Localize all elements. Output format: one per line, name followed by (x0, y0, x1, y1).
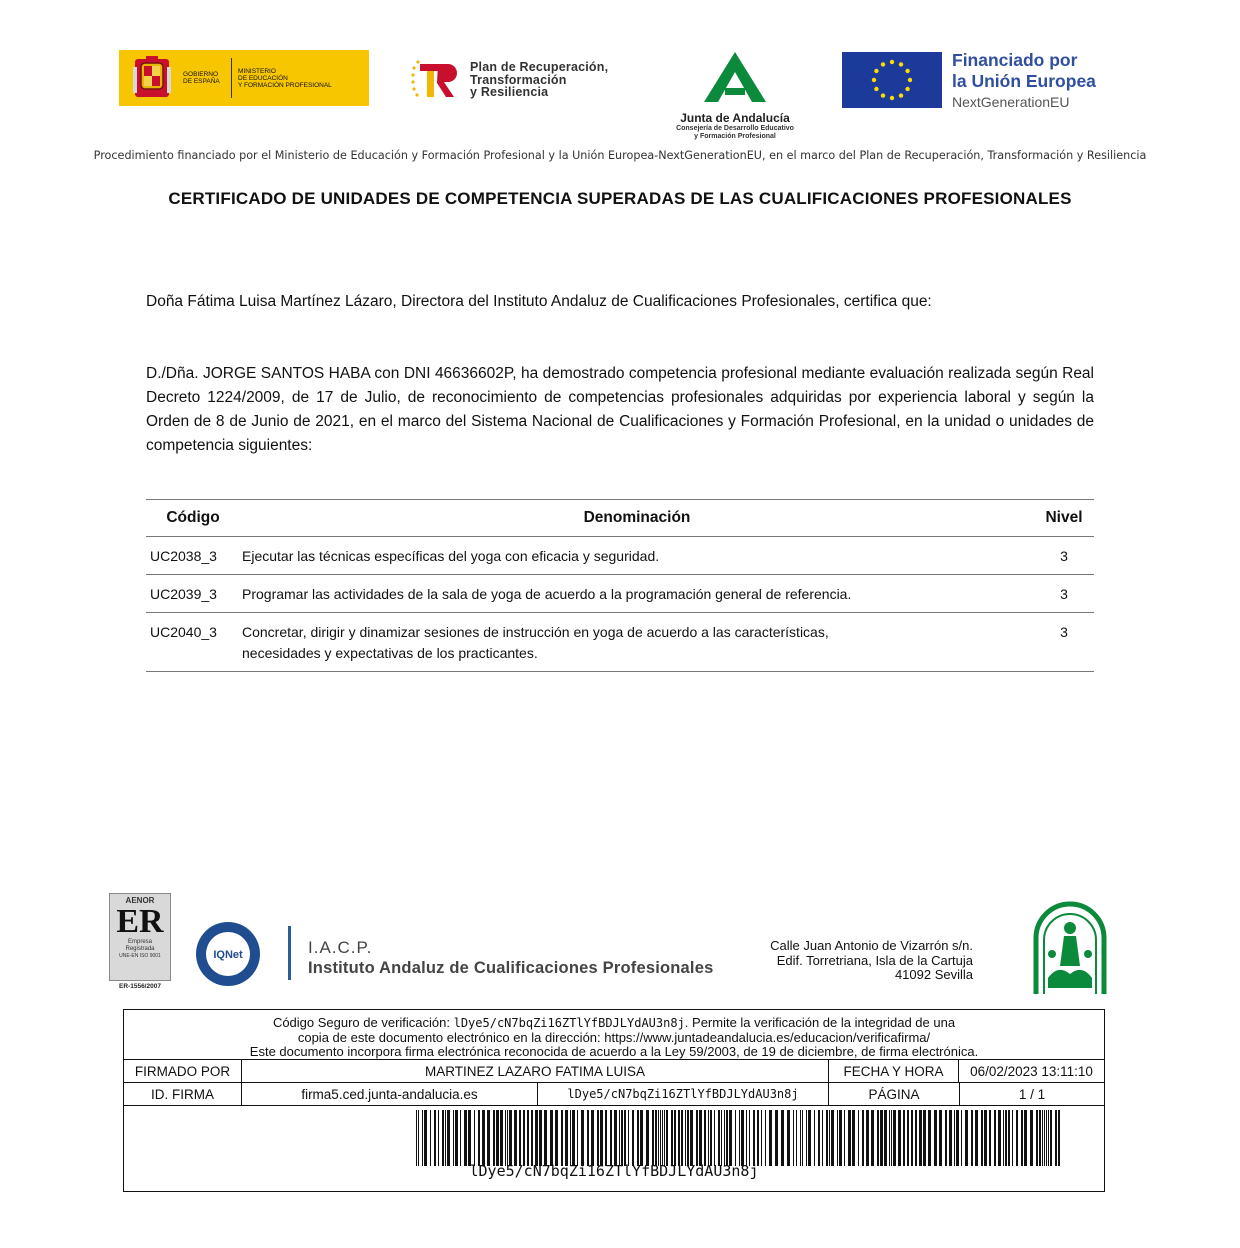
barcode-bar (422, 1110, 423, 1166)
header-level: Nivel (1034, 500, 1094, 537)
fecha-value: 06/02/2023 13:11:10 (970, 1063, 1093, 1079)
barcode-bar (704, 1110, 706, 1166)
junta-consejeria: Consejería de Desarrollo Educativo y Formación Profesional (676, 125, 794, 140)
header-code: Código (146, 500, 240, 537)
barcode-bar (460, 1110, 461, 1166)
barcode-bar (416, 1110, 417, 1166)
id-firma-code: lDye5/cN7bqZi16ZTlYfBDJLYdAU3n8j (538, 1083, 829, 1105)
barcode-bar (1003, 1110, 1004, 1166)
certification-paragraph: D./Dña. JORGE SANTOS HABA con DNI 46636602P, ha demostrado competencia profesional mediante evaluación realizada según Real Decreto 1224/2009, de 17 de Julio, de reconocimiento de competencias profesionales adquiridas por experiencia laboral y según la Orden de 8 de Junio de 2021, en el marco del Sistema Nacional de Cualificaciones y Formación Profesional, en la unidad o unidades de competencia siguientes: (146, 365, 1094, 454)
barcode-bar (1039, 1110, 1041, 1166)
barcode-bar (1046, 1110, 1047, 1166)
barcode-bar (674, 1110, 676, 1166)
barcode-bar (1008, 1110, 1010, 1166)
barcode-bar (1016, 1110, 1018, 1166)
barcode-bar (844, 1110, 845, 1166)
barcode-bar (507, 1110, 508, 1166)
header-denomination: Denominación (240, 500, 1034, 537)
unit-name: Programar las actividades de la sala de yoga de acuerdo a la programación general de referencia. (240, 575, 1034, 613)
aenor-code: ER-1556/2007 (119, 983, 161, 990)
unit-code: UC2040_3 (146, 613, 240, 672)
barcode-bar (998, 1110, 1001, 1166)
barcode-bar (739, 1110, 740, 1166)
barcode-bar (984, 1110, 987, 1166)
barcode-bar (628, 1110, 629, 1166)
eu-star (890, 96, 894, 100)
unit-level: 3 (1034, 575, 1094, 613)
barcode-bar (710, 1110, 712, 1166)
barcode-bar (880, 1110, 883, 1166)
plan-text: Plan de Recuperación, Transformación y Resiliencia (470, 60, 609, 100)
barcode-bar (1042, 1110, 1043, 1166)
barcode-bar (989, 1110, 991, 1166)
barcode-bar (1050, 1110, 1052, 1166)
barcode-bar (826, 1110, 828, 1166)
barcode-bar (802, 1110, 803, 1166)
barcode-bar (527, 1110, 529, 1166)
barcode-bar (954, 1110, 955, 1166)
barcode-bar (438, 1110, 439, 1166)
eu-star (872, 78, 876, 82)
barcode-bar (652, 1110, 654, 1166)
barcode-bar (587, 1110, 589, 1166)
unit-name: Concretar, dirigir y dinamizar sesiones de instrucción en yoga de acuerdo a las características, necesidades y expectativas de los practicantes. (240, 613, 1034, 672)
barcode-bar (971, 1110, 973, 1166)
barcode-bar (442, 1110, 444, 1166)
barcode-bar (775, 1110, 778, 1166)
verification-box (123, 1009, 1105, 1192)
intro-paragraph: Doña Fátima Luisa Martínez Lázaro, Directora del Instituto Andaluz de Cualificaciones Profesionales, certifica que: (146, 293, 932, 310)
barcode-bar (708, 1110, 709, 1166)
barcode-bar (555, 1110, 558, 1166)
barcode-bar (581, 1110, 584, 1166)
barcode-bar (493, 1110, 495, 1166)
unit-name: Ejecutar las técnicas específicas del yoga con eficacia y seguridad. (240, 537, 1034, 575)
barcode-bar (455, 1110, 458, 1166)
barcode-bar (975, 1110, 978, 1166)
barcode-bar (535, 1110, 538, 1166)
table-row (146, 537, 1094, 575)
barcode-bar (765, 1110, 766, 1166)
barcode-bar (724, 1110, 725, 1166)
table-row (146, 613, 1094, 672)
barcode-bar (509, 1110, 512, 1166)
eu-star (874, 87, 878, 91)
barcode-bar (1012, 1110, 1013, 1166)
barcode-bar (1044, 1110, 1045, 1166)
junta-a-icon (700, 50, 770, 104)
signature-id-row (124, 1083, 1104, 1106)
barcode-bar (496, 1110, 499, 1166)
unit-level: 3 (1034, 613, 1094, 672)
barcode-bar (911, 1110, 913, 1166)
barcode-bar (934, 1110, 937, 1166)
barcode-bar (597, 1110, 599, 1166)
barcode-bar (796, 1110, 797, 1166)
barcode-bar (561, 1110, 563, 1166)
barcode-bar (818, 1110, 820, 1166)
barcode-bar (806, 1110, 807, 1166)
barcode-bar (862, 1110, 864, 1166)
barcode-bar (690, 1110, 693, 1166)
unit-code: UC2039_3 (146, 575, 240, 613)
barcode-bar (687, 1110, 689, 1166)
barcode-bar (478, 1110, 480, 1166)
barcode-bar (632, 1110, 634, 1166)
barcode-bar (447, 1110, 450, 1166)
eu-star (905, 87, 909, 91)
barcode-bar (1005, 1110, 1007, 1166)
barcode-bar (619, 1110, 620, 1166)
signature-row (124, 1060, 1104, 1083)
barcode-bar (1055, 1110, 1057, 1166)
barcode-bar (907, 1110, 909, 1166)
eu-star (874, 69, 878, 73)
barcode-bar (781, 1110, 784, 1166)
junta-name: Junta de Andalucía (680, 111, 790, 125)
ministerio-text: MINISTERIO DE EDUCACIÓN Y FORMACIÓN PROFESIONAL (238, 67, 332, 89)
barcode-bar (550, 1110, 553, 1166)
barcode-bar (544, 1110, 547, 1166)
id-firma-value: firma5.ced.junta-andalucia.es (242, 1083, 538, 1105)
barcode-bar (837, 1110, 838, 1166)
barcode-bar (761, 1110, 762, 1166)
barcode-bar (681, 1110, 683, 1166)
barcode-bar (884, 1110, 887, 1166)
eu-star (881, 62, 885, 66)
barcode-bar (893, 1110, 896, 1166)
barcode-bar (889, 1110, 890, 1166)
firmado-label: FIRMADO POR (124, 1060, 242, 1082)
eu-star (890, 60, 894, 64)
iacp-logo (308, 938, 713, 978)
barcode-bar (961, 1110, 962, 1166)
barcode-bar (898, 1110, 901, 1166)
barcode-bar (505, 1110, 506, 1166)
document-title: CERTIFICADO DE UNIDADES DE COMPETENCIA SUPERADAS DE LAS CUALIFICACIONES PROFESIONALES (168, 189, 1072, 208)
barcode-bar (858, 1110, 859, 1166)
barcode-bar (848, 1110, 851, 1166)
barcode-bar (464, 1110, 467, 1166)
barcode-bar (523, 1110, 525, 1166)
barcode-bar (610, 1110, 612, 1166)
unit-code: UC2038_3 (146, 537, 240, 575)
pagina-value: 1 / 1 (1018, 1086, 1046, 1102)
barcode-bar (753, 1110, 755, 1166)
barcode-bar (678, 1110, 680, 1166)
barcode-bar (487, 1110, 490, 1166)
barcode-bar (514, 1110, 517, 1166)
barcode-bar (793, 1110, 794, 1166)
barcode-bar (981, 1110, 983, 1166)
barcode-bar (915, 1110, 917, 1166)
barcode-bar (871, 1110, 874, 1166)
barcode-bar (685, 1110, 686, 1166)
barcode-bar (570, 1110, 571, 1166)
barcode-bar (624, 1110, 626, 1166)
barcode-bar (852, 1110, 855, 1166)
csv-code: lDye5/cN7bqZi16ZTlYfBDJLYdAU3n8j (453, 1016, 685, 1030)
barcode-bar (671, 1110, 673, 1166)
barcode-bar (605, 1110, 607, 1166)
barcode-bar (640, 1110, 643, 1166)
barcode-bar (903, 1110, 905, 1166)
barcode-icon (416, 1110, 1062, 1166)
barcode-bar (696, 1110, 698, 1166)
barcode-bar (829, 1110, 830, 1166)
barcode-bar (919, 1110, 922, 1166)
spain-coat-of-arms-icon (131, 55, 173, 101)
barcode-bar (822, 1110, 823, 1166)
firmado-value: MARTINEZ LAZARO FATIMA LUISA (242, 1060, 829, 1082)
unit-level: 3 (1034, 537, 1094, 575)
barcode-bar (666, 1110, 668, 1166)
barcode-bar (591, 1110, 594, 1166)
barcode-bar (662, 1110, 663, 1166)
barcode-bar (714, 1110, 715, 1166)
barcode-bar (453, 1110, 454, 1166)
barcode-bar (757, 1110, 759, 1166)
barcode-bar (519, 1110, 521, 1166)
barcode-bar (956, 1110, 959, 1166)
barcode-bar (699, 1110, 702, 1166)
financing-statement: Procedimiento financiado por el Ministerio de Educación y Formación Profesional y la Unión Europea-NextGenerationEU, en el marco del Plan de Recuperación, Transformación y Resiliencia (93, 149, 1147, 162)
barcode-text: lDye5/cN7bqZi16ZTlYfBDJLYdAU3n8j (469, 1162, 759, 1180)
barcode-bar (430, 1110, 431, 1166)
barcode-bar (741, 1110, 744, 1166)
barcode-bar (923, 1110, 926, 1166)
barcode-bar (808, 1110, 811, 1166)
table-row (146, 575, 1094, 613)
barcode-bar (531, 1110, 533, 1166)
barcode-bar (646, 1110, 649, 1166)
barcode-bar (891, 1110, 892, 1166)
barcode-bar (735, 1110, 736, 1166)
table-header-row (146, 500, 1094, 537)
iqnet-label: IQNet (213, 949, 243, 961)
aenor-logo: AENOR ER Empresa Registrada UNE-EN ISO 9001 (109, 893, 171, 981)
barcode-bar (814, 1110, 815, 1166)
barcode-bar (474, 1110, 475, 1166)
barcode-bar (664, 1110, 665, 1166)
barcode-bar (565, 1110, 568, 1166)
barcode-bar (945, 1110, 947, 1166)
barcode-bar (718, 1110, 720, 1166)
iacp-divider (288, 926, 291, 980)
barcode-bar (655, 1110, 657, 1166)
barcode-bar (928, 1110, 931, 1166)
barcode-bar (1036, 1110, 1038, 1166)
institution-address: Calle Juan Antonio de Vizarrón s/n. Edif. Torretriana, Isla de la Cartuja 41092 Sevilla (770, 938, 973, 982)
fecha-label: FECHA Y HORA (829, 1060, 959, 1082)
barcode-bar (500, 1110, 503, 1166)
verification-text: Código Seguro de verificación: lDye5/cN7bqZi16ZTlYfBDJLYdAU3n8j. Permite la verificación de la integridad de una copia de este documento electrónico en la dirección: https://www.juntadeandalucia.es/educacion/verificafirma/ Este documento incorpora firma electrónica reconocida de acuerdo a la Ley 59/2003, de 19 de diciembre, de firma electrónica. (124, 1010, 1104, 1060)
barcode-bar (1030, 1110, 1033, 1166)
barcode-bar (726, 1110, 728, 1166)
id-firma-label: ID. FIRMA (124, 1083, 242, 1105)
barcode-bar (800, 1110, 801, 1166)
barcode-bar (482, 1110, 485, 1166)
gobierno-text: GOBIERNO DE ESPAÑA (183, 71, 220, 85)
eu-star (881, 93, 885, 97)
eu-star (905, 69, 909, 73)
barcode-bar (839, 1110, 842, 1166)
barcode-bar (939, 1110, 942, 1166)
gobierno-ministerio-logo (119, 50, 369, 106)
barcode-bar (621, 1110, 623, 1166)
barcode-bar (877, 1110, 879, 1166)
eu-star (908, 78, 912, 82)
iqnet-certified-icon (188, 920, 268, 988)
barcode-bar (658, 1110, 659, 1166)
barcode-bar (787, 1110, 790, 1166)
barcode-bar (418, 1110, 419, 1166)
barcode-bar (1048, 1110, 1049, 1166)
prtr-icon (410, 58, 462, 102)
barcode-bar (994, 1110, 996, 1166)
barcode-bar (577, 1110, 578, 1166)
plan-recuperacion-logo (410, 56, 650, 104)
barcode-bar (434, 1110, 436, 1166)
competence-table (146, 499, 1094, 672)
eu-star (899, 62, 903, 66)
barcode-bar (660, 1110, 661, 1166)
eu-flag-icon (842, 52, 942, 108)
barcode-bar (729, 1110, 732, 1166)
barcode-bar (721, 1110, 722, 1166)
barcode-bar (600, 1110, 603, 1166)
barcode-bar (965, 1110, 968, 1166)
pagina-label: PÁGINA (829, 1083, 960, 1105)
barcode-bar (749, 1110, 750, 1166)
barcode-bar (468, 1110, 471, 1166)
barcode-area (124, 1106, 1104, 1192)
eu-funding-text: Financiado por la Unión Europea NextGenerationEU (952, 50, 1096, 110)
barcode-bar (746, 1110, 747, 1166)
barcode-bar (1021, 1110, 1023, 1166)
iacp-name: Instituto Andaluz de Cualificaciones Profesionales (308, 959, 714, 977)
barcode-bar (949, 1110, 952, 1166)
barcode-bar (445, 1110, 446, 1166)
junta-andalucia-logo (650, 50, 820, 141)
barcode-bar (1024, 1110, 1027, 1166)
barcode-bar (424, 1110, 427, 1166)
andalucia-seal-icon (1030, 898, 1110, 996)
barcode-bar (614, 1110, 617, 1166)
iacp-abbr: I.A.C.P. (308, 938, 373, 957)
barcode-bar (831, 1110, 834, 1166)
barcode-bar (572, 1110, 575, 1166)
barcode-bar (637, 1110, 639, 1166)
barcode-bar (866, 1110, 869, 1166)
barcode-bar (769, 1110, 772, 1166)
barcode-bar (539, 1110, 542, 1166)
eu-star (899, 93, 903, 97)
barcode-bar (1058, 1110, 1060, 1166)
